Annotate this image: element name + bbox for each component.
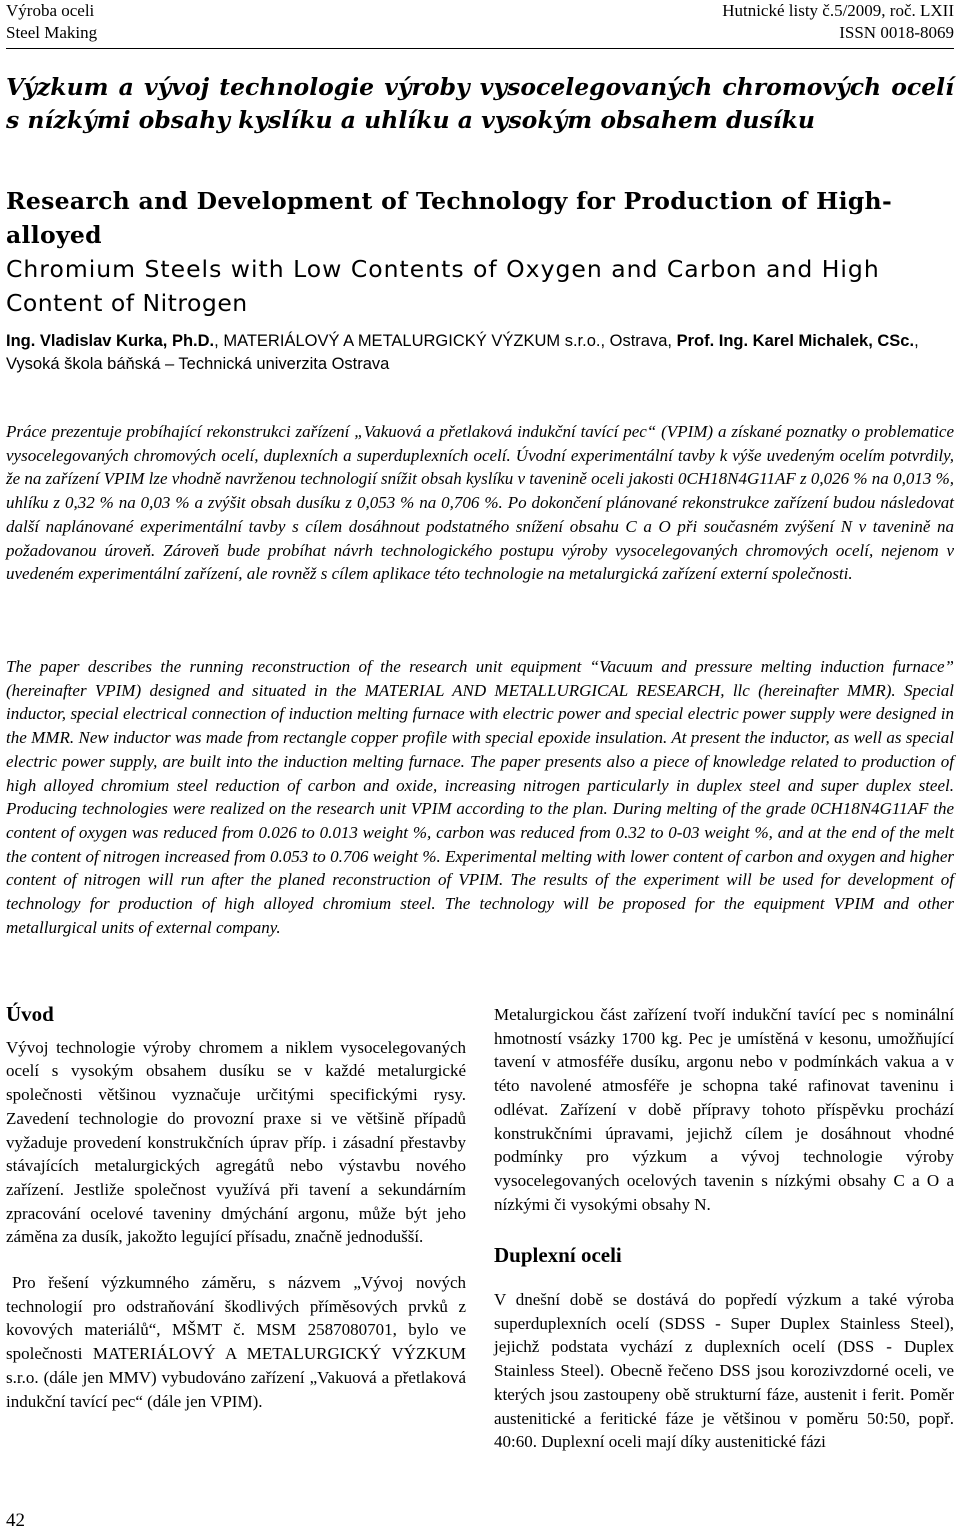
author-line — [6, 330, 954, 376]
title-czech-line: s nízkými obsahy kyslíku a uhlíku a vysokým obsahem dusíku — [6, 106, 816, 134]
section-heading-uvod: Úvod — [6, 1002, 54, 1026]
title-english-line: Content of Nitrogen — [6, 289, 248, 317]
header-issn: ISSN 0018-8069 — [839, 23, 954, 42]
left-column — [6, 1003, 466, 1413]
body-paragraph: V dnešní době se dostává do popředí výzkum a také výroba superduplexních ocelí (SDSS - Super Duplex Stainless Steel), jejichž podstata vychází z duplexních ocelí (DSS - Duplex Stainless Steel). Obecně řečeno DSS jsou korozivzdorné oceli, ve kterých jsou zastoupeny obě strukturní fáze, austenit i ferit. Poměr austenitické a feritické fáze je většinou v poměru 50:50, popř. 40:60. Duplexní oceli mají díky austenitické fázi — [494, 1290, 954, 1452]
author-affiliation: , Vysoká škola báňská – Technická univerzita Ostrava — [6, 332, 919, 373]
header-journal: Hutnické listy č.5/2009, roč. LXII — [722, 1, 954, 20]
header-section-en: Steel Making — [6, 23, 98, 42]
author-affiliation: , MATERIÁLOVÝ A METALURGICKÝ VÝZKUM s.r.o., Ostrava, — [214, 332, 677, 350]
title-czech — [6, 71, 954, 137]
right-column — [494, 1003, 954, 1454]
title-english-line: Research and Development of Technology for Production of High-alloyed — [6, 187, 892, 249]
header-section-cz: Výroba oceli — [6, 1, 95, 20]
body-paragraph: Pro řešení výzkumného záměru, s názvem „Vývoj nových technologií pro odstraňování škodlivých příměsových prvků z kovových materiálů“, MŠMT č. MSM 2587080701, bylo ve společnosti MATERIÁLOVÝ A METALURGICKÝ VÝZKUM s.r.o. (dále jen MMV) vybudováno zařízení „Vakuová a přetlaková indukční tavící pec“ (dále jen VPIM). — [6, 1273, 466, 1411]
page-number: 42 — [6, 1510, 25, 1531]
body-paragraph: Vývoj technologie výroby chromem a niklem vysocelegovaných ocelí s vysokým obsahem dusíku se v každé metalurgické společnosti většinou vyznačuje určitými specifickými rysy. Zavedení technologie do provozní praxe si ve většině případů vyžaduje provedení konstrukčních úprav příp. i zásadní přestavby stávajících metalurgických agregátů nebo výstavbu nového zařízení. Jestliže společnost využívá při tavení a sekundárním zpracování ocelové taveniny dmýchání argonu, může být jeho záměna za dusík, jakožto legující přísadu, značně jednodušší. — [6, 1037, 466, 1247]
section-heading-duplex: Duplexní oceli — [494, 1243, 622, 1268]
body-paragraph: Metalurgickou část zařízení tvoří indukční tavící pec s nominální hmotností vsázky 1700 kg. Pec je umístěná v kesonu, umožňující tavení v atmosféře dusíku, argonu nebo v podmínkách vakua a v této navolené atmosféře je schopna také rafinovat taveninu i odlévat. Zařízení v době přípravy tohoto příspěvku prochází konstrukčními úpravami, jejichž cílem je dosáhnout vhodné podmínky pro výzkum a vývoj technologie výroby vysocelegovaných ocelových tavenin s nízkými obsahy C a O a nízkými či vysokými obsahy N. — [494, 1005, 954, 1214]
header-rule — [6, 48, 954, 49]
title-english-line: Chromium Steels with Low Contents of Oxygen and Carbon and High — [6, 255, 880, 283]
abstract-english: The paper describes the running reconstruction of the research unit equipment “Vacuum and pressure melting induction furnace” (hereinafter VPIM) designed and situated in the MATERIAL AND METALLURGICAL RESEARCH, llc (hereinafter MMR). Special inductor, special electrical connection of induction melting furnace with electric power and special electric power supply were designed in the MMR. New inductor was made from rectangle copper profile with special epoxide insulation. At present the inductor, as well as special electric power supply, are built into the induction melting furnace. The paper presents also a piece of knowledge related to production of high alloyed chromium steel reduction of carbon and oxide, increasing nitrogen particularly in duplex steel and super duplex steel. Producing technologies were realized on the research unit VPIM according to the plan. During melting of the grade 0CH18N4G11AF the content of oxygen was reduced from 0.026 to 0.013 weight %, carbon was reduced from 0.32 to 0-03 weight %, and at the end of the melt the content of nitrogen increased from 0.053 to 0.706 weight %. Experimental melting with lower content of carbon and oxygen and higher content of nitrogen will run after the planed reconstruction of VPIM. The results of the experiment will be used for development of technology for production of high alloyed chromium steel. The technology will be proposed for the equipment VPIM and other metallurgical units of external company. — [6, 657, 954, 937]
author-name: Prof. Ing. Karel Michalek, CSc. — [676, 332, 915, 350]
title-english — [6, 184, 954, 320]
abstract-czech: Práce prezentuje probíhající rekonstrukci zařízení „Vakuová a přetlaková indukční tavící pec“ (VPIM) a získané poznatky o problematice vysocelegovaných chromových ocelí, duplexních a superduplexních ocelí. Úvodní experimentální tavby k výše uvedeným ocelím potvrdily, že na zařízení VPIM lze vhodně navrženou technologií snížit obsah kyslíku v tavenině oceli jakosti 0CH18N4G11AF z 0,026 % na 0,013 %, uhlíku z 0,32 % na 0,03 % a zvýšit obsah dusíku z 0,053 % na 0,706 %. Po dokončení plánované rekonstrukce zařízení budou následovat další naplánované experimentální tavby s cílem dosáhnout podstatného snížení obsahu C a O při současném zvýšení N v tavenině na požadovanou úroveň. Zároveň bude probíhat návrh technologického postupu výroby vysocelegovaných chromových ocelí, nejenom v uvedeném experimentální zařízení, ale rovněž s cílem aplikace této technologie na metalurgická zařízení externí společnosti. — [6, 422, 954, 584]
title-czech-line: Výzkum a vývoj technologie výroby vysocelegovaných chromových ocelí — [6, 73, 954, 101]
author-name: Ing. Vladislav Kurka, Ph.D. — [6, 332, 215, 350]
